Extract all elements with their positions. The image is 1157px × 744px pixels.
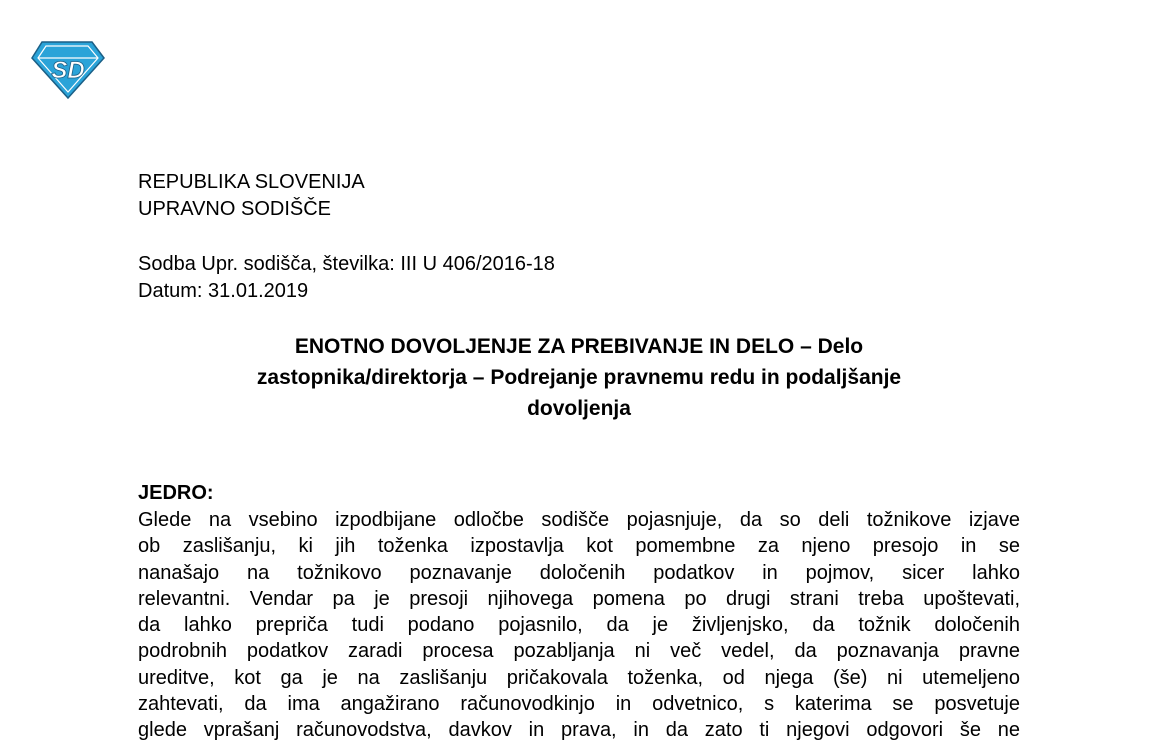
body-line: glede vprašanj računovodstva, davkov in prava, in da zato ti njegovi odgovori še ne	[138, 719, 1020, 742]
body-line: relevantni. Vendar pa je presoji njihovega pomena po drugi strani treba upoštevati,	[138, 587, 1020, 610]
court-logo	[28, 38, 106, 100]
case-date: Datum: 31.01.2019	[138, 280, 309, 302]
title-line-3: dovoljenja	[527, 397, 631, 420]
jedro-body	[138, 507, 1020, 744]
logo-text: SD	[51, 57, 85, 84]
sd-diamond-logo-icon	[28, 38, 106, 100]
title-line-2: zastopnika/direktorja – Podrejanje pravnemu redu in podaljšanje	[256, 366, 902, 389]
court-name: UPRAVNO SODIŠČE	[138, 198, 331, 220]
body-line: zahtevati, da ima angažirano računovodkinjo in odvetnico, s katerima se posvetuje	[138, 693, 1020, 716]
body-line: ob zaslišanju, ki jih toženka izpostavlja kot pomembne za njeno presojo in se	[138, 535, 1020, 558]
case-number: Sodba Upr. sodišča, številka: III U 406/2016-18	[138, 253, 555, 275]
body-line: da lahko prepriča tudi podano pojasnilo, da je življenjsko, da tožnik določenih	[138, 614, 1020, 637]
jedro-heading: JEDRO:	[138, 482, 214, 504]
case-meta	[138, 251, 555, 305]
document-title	[138, 331, 1020, 424]
body-line: nanašajo na tožnikovo poznavanje določenih podatkov in pojmov, sicer lahko	[138, 561, 1020, 584]
body-line: podrobnih podatkov zaradi procesa pozabljanja ni več vedel, da poznavanja pravne	[138, 640, 1020, 663]
title-line-1: ENOTNO DOVOLJENJE ZA PREBIVANJE IN DELO – Delo	[294, 335, 864, 358]
body-line: ureditve, kot ga je na zaslišanju pričakovala toženka, od njega (še) ni utemeljeno	[138, 666, 1020, 689]
court-header	[138, 169, 365, 223]
republic-name: REPUBLIKA SLOVENIJA	[138, 171, 365, 193]
body-line: Glede na vsebino izpodbijane odločbe sodišče pojasnjuje, da so deli tožnikove izjave	[138, 509, 1020, 531]
